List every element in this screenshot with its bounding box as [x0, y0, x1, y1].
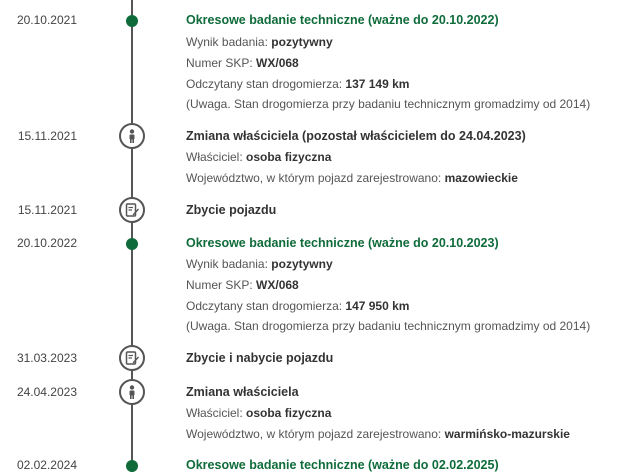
event-title: Okresowe badanie techniczne (ważne do 20.10.2022) — [186, 13, 499, 27]
timeline-dot-icon — [126, 15, 138, 27]
event-title: Zmiana właściciela (pozostał właścicielem do 24.04.2023) — [186, 129, 526, 143]
event-detail: (Uwaga. Stan drogomierza przy badaniu technicznym gromadzimy od 2014) — [186, 319, 591, 333]
event-title: Zbycie i nabycie pojazdu — [186, 351, 334, 365]
timeline-dot-icon — [126, 238, 138, 250]
document-edit-icon — [119, 197, 145, 223]
event-detail: (Uwaga. Stan drogomierza przy badaniu technicznym gromadzimy od 2014) — [186, 97, 591, 111]
event-date: 15.11.2021 — [17, 203, 77, 217]
event-detail: Województwo, w którym pojazd zarejestrowano: warmińsko-mazurskie — [186, 427, 570, 441]
event-detail: Numer SKP: WX/068 — [186, 278, 299, 292]
event-date: 24.04.2023 — [16, 385, 77, 399]
event-detail: Odczytany stan drogomierza: 147 950 km — [186, 299, 410, 313]
event-detail: Wynik badania: pozytywny — [186, 257, 333, 271]
event-detail: Odczytany stan drogomierza: 137 149 km — [186, 77, 410, 91]
person-icon — [119, 379, 145, 405]
person-icon — [119, 123, 145, 149]
event-date: 02.02.2024 — [16, 458, 77, 472]
document-edit-icon — [119, 345, 145, 371]
event-date: 31.03.2023 — [16, 351, 77, 365]
timeline-dot-icon — [126, 460, 138, 472]
event-date: 20.10.2022 — [16, 236, 77, 250]
event-detail: Właściciel: osoba fizyczna — [186, 406, 332, 420]
event-title: Zmiana właściciela — [186, 385, 299, 399]
event-date: 20.10.2021 — [16, 13, 77, 27]
event-title: Okresowe badanie techniczne (ważne do 20.10.2023) — [186, 236, 499, 250]
event-detail: Właściciel: osoba fizyczna — [186, 150, 332, 164]
event-title: Okresowe badanie techniczne (ważne do 02.02.2025) — [186, 458, 499, 472]
event-detail: Numer SKP: WX/068 — [186, 56, 299, 70]
event-date: 15.11.2021 — [17, 129, 77, 143]
event-title: Zbycie pojazdu — [186, 203, 277, 217]
event-detail: Województwo, w którym pojazd zarejestrowano: mazowieckie — [186, 171, 518, 185]
event-detail: Wynik badania: pozytywny — [186, 35, 333, 49]
